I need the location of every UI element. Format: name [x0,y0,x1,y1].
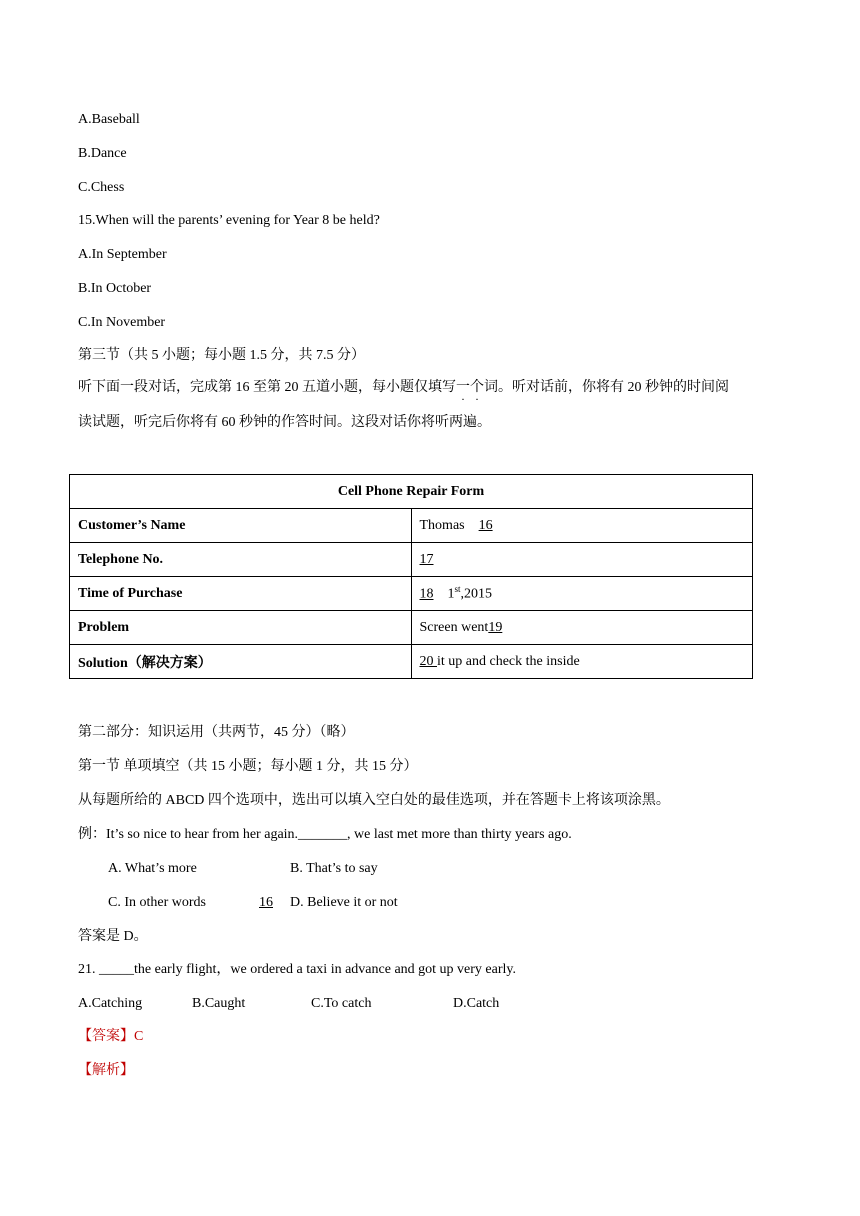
blank-number: 19 [488,619,503,635]
q14-option-b: B.Dance [78,146,127,161]
table-row [70,645,753,679]
example-blank-number: 16 [259,895,273,910]
q21-option-a: A.Catching [78,996,143,1011]
row-value: 18 1st,2015 [411,577,753,611]
example-answer: 答案是 D。 [78,929,148,944]
row-value: Thomas 16 [411,509,753,543]
row-label: Solution（解决方案） [70,645,412,679]
example-option-c: C. In other words [108,895,206,910]
form-title: Cell Phone Repair Form [70,475,753,509]
q15-question: 15.When will the parents’ evening for Year 8 be held? [78,213,380,228]
q21-analysis: 【解析】 [78,1063,134,1078]
section3-instruction-line1: 听下面一段对话，完成第 16 至第 20 五道小题，每小题仅填写一个词。听对话前，你将有 20 秒钟的时间阅 [78,380,729,395]
q21-option-d: D.Catch [453,996,500,1011]
q15-option-a: A.In September [78,247,167,262]
part2-heading: 第二部分：知识运用（共两节，45 分）（略） [78,725,355,740]
row-value [411,543,753,577]
emphasis-dot-char: 一 [456,380,470,395]
example-question: 例：It’s so nice to hear from her again._______, we last met more than thirty years ago. [78,827,572,842]
example-option-d: D. Believe it or not [290,895,398,910]
row-label: Time of Purchase [70,577,412,611]
section3-instruction-line2: 读试题，听完后你将有 60 秒钟的作答时间。这段对话你将听两遍。 [78,415,491,430]
q21-option-b: B.Caught [192,996,246,1011]
q14-option-a: A.Baseball [78,112,140,127]
example-option-a: A. What’s more [108,861,197,876]
part2-instruction: 从每题所给的 ABCD 四个选项中，选出可以填入空白处的最佳选项，并在答题卡上将该项涂黑。 [78,793,670,808]
blank-number: 18 [419,586,434,602]
emphasis-dot-char: 个 [470,380,484,395]
row-label: Telephone No. [70,543,412,577]
table-row [70,543,753,577]
example-option-b: B. That’s to say [290,861,378,876]
q21-option-c: C.To catch [311,996,372,1011]
table-row [70,577,753,611]
q15-option-b: B.In October [78,281,152,296]
repair-form-table [69,474,753,679]
row-label: Customer’s Name [70,509,412,543]
row-value: Screen went19 [411,611,753,645]
q15-option-c: C.In November [78,315,166,330]
table-row [70,509,753,543]
row-value: 20 it up and check the inside [411,645,753,679]
blank-number: 16 [478,517,493,533]
q21-question: 21. _____the early flight，we ordered a taxi in advance and got up very early. [78,962,516,977]
q21-answer: 【答案】C [78,1029,144,1044]
section3-heading: 第三节（共 5 小题；每小题 1.5 分，共 7.5 分） [78,348,365,363]
blank-number: 17 [419,551,434,567]
q14-option-c: C.Chess [78,180,125,195]
table-row [70,611,753,645]
row-label: Problem [70,611,412,645]
part2-section1: 第一节 单项填空（共 15 小题；每小题 1 分，共 15 分） [78,759,418,774]
blank-number: 20 [419,653,437,669]
